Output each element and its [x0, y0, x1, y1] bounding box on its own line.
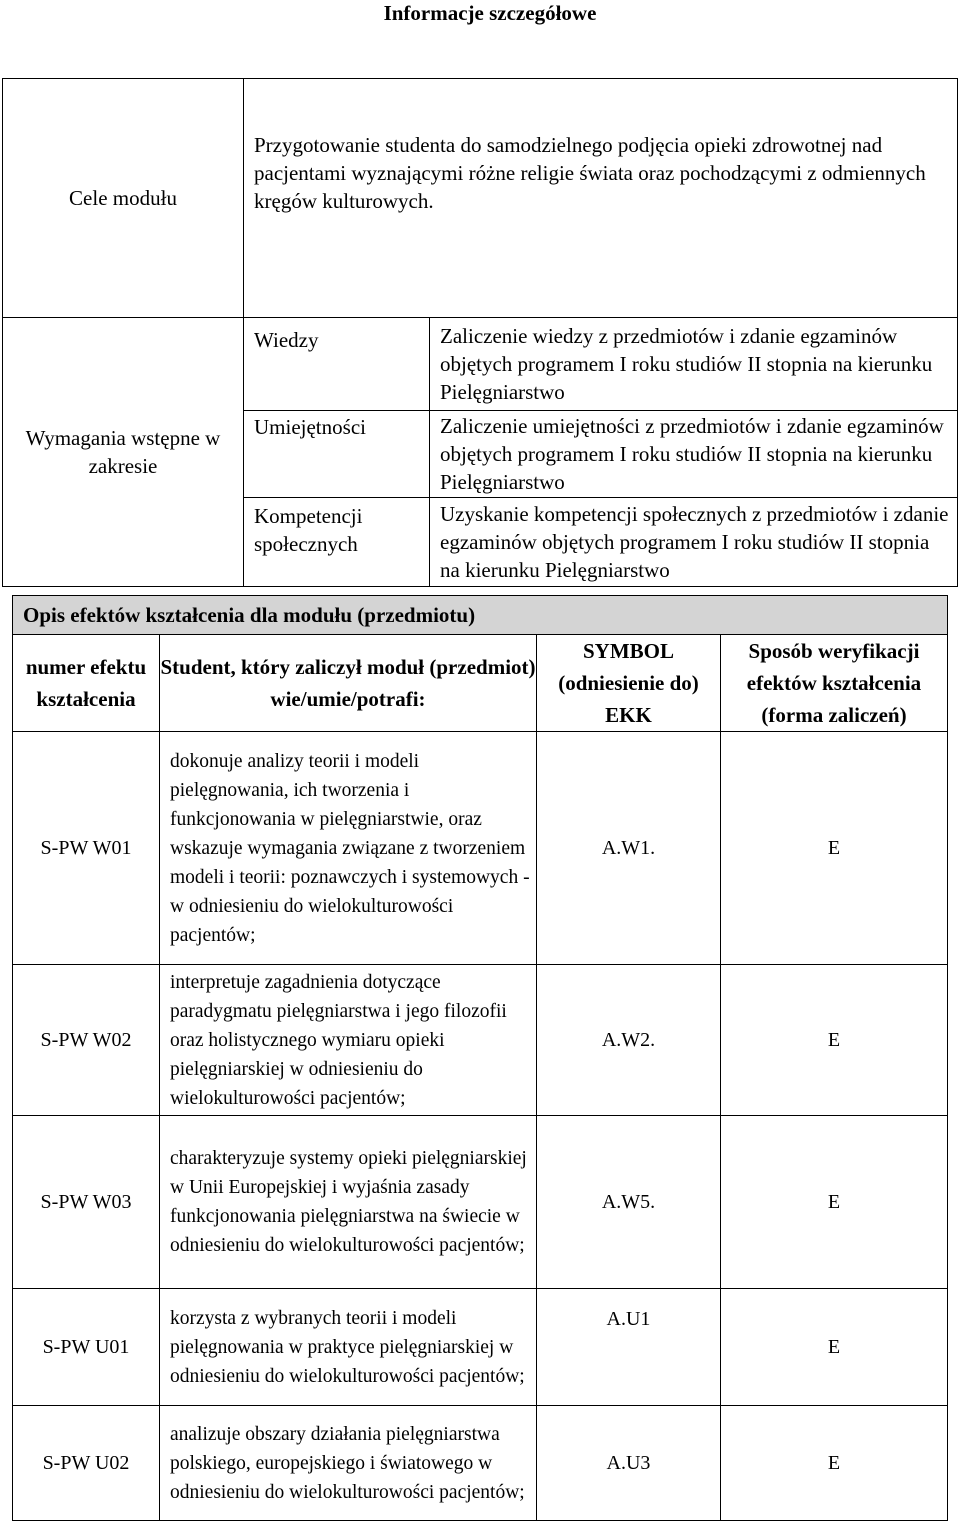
efekty-table [12, 595, 948, 1521]
efekt-numer: S-PW W02 [13, 965, 160, 1116]
page-title: Informacje szczegółowe [383, 1, 597, 25]
efekt-symbol: A.U3 [537, 1406, 721, 1521]
cele-label: Cele modułu [3, 79, 244, 318]
efekty-heading: Opis efektów kształcenia dla modułu (przedmiotu) [13, 596, 948, 635]
efekt-opis: charakteryzuje systemy opieki pielęgniarskiej w Unii Europejskiej i wyjaśnia zasady funkcjonowania pielęgniarstwa na świecie w odniesieniu do wielokulturowości pacjentów; [160, 1116, 537, 1289]
efekt-symbol: A.U1 [537, 1289, 721, 1406]
efekt-sposob: E [721, 1289, 948, 1406]
wymagania-category: Umiejętności [244, 411, 430, 498]
efekt-opis: dokonuje analizy teorii i modeli pielęgnowania, ich tworzenia i funkcjonowania w pielęgniarstwie, oraz wskazuje wymagania związane z tworzeniem modeli i teorii: poznawczych i systemowych - w odniesieniu do wielokulturowości pacjentów; [160, 732, 537, 965]
efekt-opis: analizuje obszary działania pielęgniarstwa polskiego, europejskiego i światowego w odniesieniu do wielokulturowości pacjentów; [160, 1406, 537, 1521]
header-symbol: SYMBOL (odniesienie do) EKK [537, 635, 721, 732]
efekt-sposob: E [721, 1406, 948, 1521]
table-row [13, 1289, 948, 1406]
efekty-heading-row [13, 596, 948, 635]
efekt-symbol: A.W2. [537, 965, 721, 1116]
efekt-sposob: E [721, 1116, 948, 1289]
wymagania-text: Zaliczenie wiedzy z przedmiotów i zdanie egzaminów objętych programem I roku studiów II stopnia na kierunku Pielęgniarstwo [430, 318, 958, 411]
wymagania-text: Zaliczenie umiejętności z przedmiotów i zdanie egzaminów objętych programem I roku studiów II stopnia na kierunku Pielęgniarstwo [430, 411, 958, 498]
efekt-symbol: A.W1. [537, 732, 721, 965]
efekt-numer: S-PW W01 [13, 732, 160, 965]
wymagania-row-wiedzy [3, 318, 958, 411]
wymagania-text: Uzyskanie kompetencji społecznych z przedmiotów i zdanie egzaminów objętych programem I roku studiów II stopnia na kierunku Pielęgniarstwo [430, 498, 958, 587]
efekt-opis: korzysta z wybranych teorii i modeli pielęgnowania w praktyce pielęgniarskiej w odniesieniu do wielokulturowości pacjentów; [160, 1289, 537, 1406]
efekt-sposob: E [721, 732, 948, 965]
wymagania-category: Wiedzy [244, 318, 430, 411]
efekt-opis: interpretuje zagadnienia dotyczące paradygmatu pielęgniarstwa i jego filozofii oraz holistycznego wymiaru opieki pielęgniarskiej w odniesieniu do wielokulturowości pacjentów; [160, 965, 537, 1116]
efekt-numer: S-PW U01 [13, 1289, 160, 1406]
header-sposob: Sposób weryfikacji efektów kształcenia (forma zaliczeń) [721, 635, 948, 732]
table-row [13, 965, 948, 1116]
cele-text: Przygotowanie studenta do samodzielnego podjęcia opieki zdrowotnej nad pacjentami wyznającymi różne religie świata oraz pochodzącymi z odmiennych kręgów kulturowych. [244, 79, 958, 318]
efekt-numer: S-PW U02 [13, 1406, 160, 1521]
wymagania-category: Kompetencji społecznych [244, 498, 430, 587]
header-numer: numer efektu kształcenia [13, 635, 160, 732]
cele-row [3, 79, 958, 318]
header-student: Student, który zaliczył moduł (przedmiot) wie/umie/potrafi: [160, 635, 537, 732]
table-row [13, 732, 948, 965]
efekty-header-row [13, 635, 948, 732]
efekt-sposob: E [721, 965, 948, 1116]
wymagania-label: Wymagania wstępne w zakresie [3, 318, 244, 587]
efekt-symbol: A.W5. [537, 1116, 721, 1289]
table-row [13, 1116, 948, 1289]
efekt-numer: S-PW W03 [13, 1116, 160, 1289]
module-info-table [2, 78, 958, 587]
table-row [13, 1406, 948, 1521]
